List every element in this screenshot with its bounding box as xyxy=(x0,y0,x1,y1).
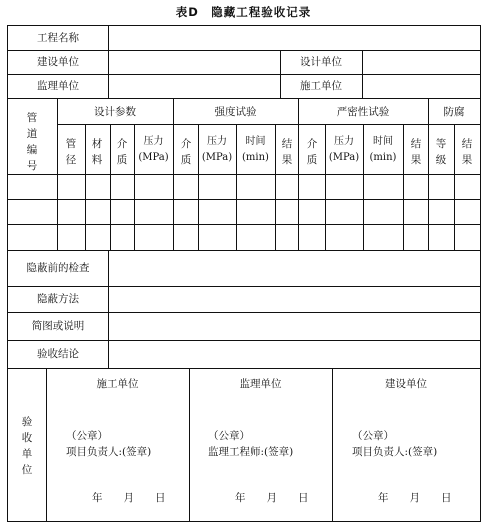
contractor-date: 年 月 日 xyxy=(92,492,166,504)
pressure-unit-strength: (MPa) xyxy=(201,152,233,163)
method-label: 隐蔽方法 xyxy=(37,293,79,305)
acceptance-record-form xyxy=(7,25,481,522)
medium-header-strength: 介质 xyxy=(180,138,192,166)
diameter-header: 管径 xyxy=(65,138,77,166)
pressure-header-design: 压力 xyxy=(143,136,164,147)
pressure-unit-design: (MPa) xyxy=(138,152,169,163)
pressure-unit-tightness: (MPa) xyxy=(328,152,360,163)
supervision-unit-label: 监理单位 xyxy=(37,80,79,92)
owner-person: 项目负责人:(签章) xyxy=(352,446,438,458)
result-header-strength: 结果 xyxy=(281,138,293,166)
supervisor-date: 年 月 日 xyxy=(235,492,309,504)
construction-unit-label: 建设单位 xyxy=(37,56,79,68)
owner-seal: （公章） xyxy=(352,430,394,442)
grade-header: 等级 xyxy=(435,138,447,166)
contractor-person: 项目负责人:(签章) xyxy=(66,446,152,458)
tightness-test-header: 严密性试验 xyxy=(336,106,390,118)
material-header: 材料 xyxy=(91,138,103,166)
design-params-header: 设计参数 xyxy=(94,106,136,118)
owner-sign-title: 建设单位 xyxy=(385,378,427,390)
supervisor-person: 监理工程师:(签章) xyxy=(208,446,294,458)
pressure-header-tightness: 压力 xyxy=(334,136,354,147)
pre-check-label: 隐蔽前的检查 xyxy=(26,262,90,274)
result-header-anticorrosion: 结果 xyxy=(461,138,473,166)
contractor-unit-label: 施工单位 xyxy=(300,80,342,92)
anticorrosion-header: 防腐 xyxy=(443,106,465,118)
design-unit-label: 设计单位 xyxy=(300,56,342,68)
time-unit-tightness: (min) xyxy=(369,152,397,163)
conclusion-label: 验收结论 xyxy=(37,348,79,360)
time-header-strength: 时间 xyxy=(245,136,266,147)
supervisor-sign-title: 监理单位 xyxy=(239,378,282,390)
owner-date: 年 月 日 xyxy=(378,492,452,504)
time-header-tightness: 时间 xyxy=(373,136,393,147)
form-title: 表D 隐藏工程验收记录 xyxy=(175,5,312,19)
sketch-label: 简图或说明 xyxy=(31,320,85,332)
pipe-id-header: 管道编号 xyxy=(26,112,38,172)
strength-test-header: 强度试验 xyxy=(214,106,257,118)
supervisor-seal: （公章） xyxy=(208,430,250,442)
contractor-sign-title: 施工单位 xyxy=(96,378,139,390)
medium-header-design: 介质 xyxy=(116,138,128,166)
project-name-label: 工程名称 xyxy=(37,32,79,44)
time-unit-strength: (min) xyxy=(242,152,269,163)
acceptance-units-label: 验收单位 xyxy=(21,416,33,476)
result-header-tightness: 结果 xyxy=(410,138,422,166)
medium-header-tightness: 介质 xyxy=(306,138,318,166)
pressure-header-strength: 压力 xyxy=(207,136,227,147)
contractor-seal: （公章） xyxy=(66,430,108,442)
